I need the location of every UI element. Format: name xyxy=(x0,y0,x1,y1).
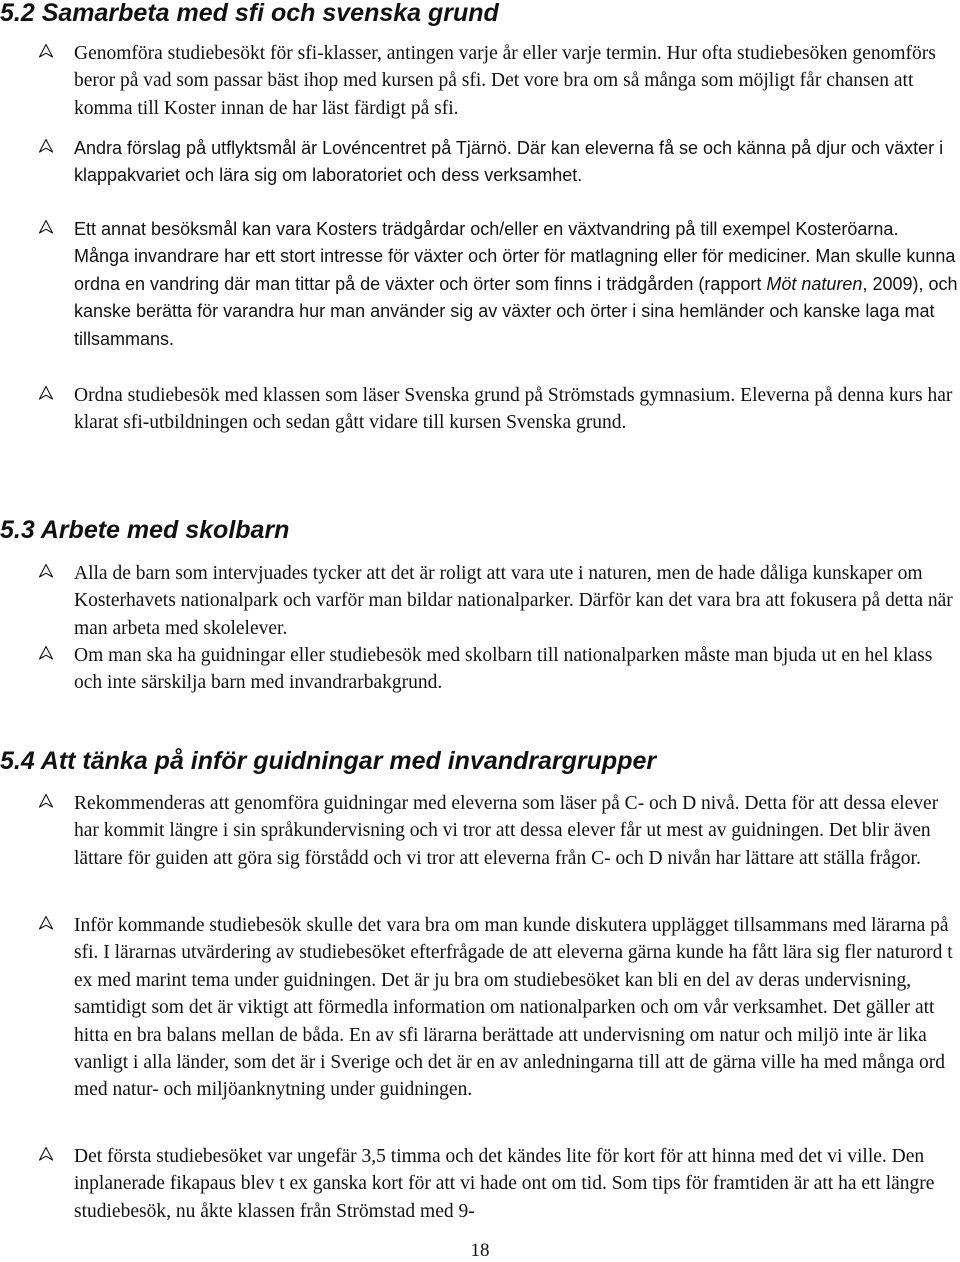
list-item-text: Det första studiebesöket var ungefär 3,5 timma och det kändes lite för kort för att hinna med det vi ville. Den inplanerade fikapaus blev t ex ganska kort för att vi hade ont om tid. Som tips för framtiden är att ha ett längre studiebesök, nu åkte klassen från Strömstad med 9- xyxy=(74,1146,935,1222)
list-item xyxy=(38,790,958,872)
list-item xyxy=(38,560,958,642)
list-item-text: Rekommenderas att genomföra guidningar med eleverna som läser på C- och D nivå. Detta för att dessa elever har kommit längre i sin språkundervisning och vi tror att dessa elever får ut mest av guidningen. Det blir även lättare för guiden att göra sig förstådd och vi tror att eleverna från C- och D nivån har lättare att ställa frågor. xyxy=(74,793,939,869)
list-item-text: Ett annat besöksmål kan vara Kosters trädgårdar och/eller en växtvandring på till exempel Kosteröarna. Många invandrare har ett stort intresse för växter och örter för matlagning eller för mediciner. Man skulle kunna ordna en vandring där man tittar på de växter och örter som finns i trädgården (rapport Möt naturen, 2009), och kanske berätta för varandra hur man använder sig av växter och örter i sina hemländer och kanske laga mat tillsammans. xyxy=(74,219,958,349)
list-item-text: Andra förslag på utflyktsmål är Lovéncentret på Tjärnö. Där kan eleverna få se och känna på djur och växter i klappakvariet och lära sig om laboratoriet och dess verksamhet. xyxy=(74,138,944,186)
list-item xyxy=(38,1143,958,1225)
page-number: 18 xyxy=(470,1240,490,1261)
list-item xyxy=(38,642,958,697)
hollow-arrowhead-icon xyxy=(38,793,54,809)
hollow-arrowhead-icon xyxy=(38,1146,54,1162)
list-item xyxy=(38,40,958,122)
section-title-5-3: 5.3 Arbete med skolbarn xyxy=(0,516,290,544)
section-title-5-2: 5.2 Samarbeta med sfi och svenska grund xyxy=(0,0,499,27)
list-item xyxy=(38,912,958,1104)
section-title-5-4: 5.4 Att tänka på inför guidningar med invandrargrupper xyxy=(0,747,657,775)
hollow-arrowhead-icon xyxy=(38,219,54,235)
list-item-text: Inför kommande studiebesök skulle det vara bra om man kunde diskutera upplägget tillsammans med lärarna på sfi. I lärarnas utvärdering av studiebesöket efterfrågade de att eleverna gärna kunde ha fått lära sig fler naturord t ex med marint tema under guidningen. Det är ju bra om studiebesöket kan bli en del av deras undervisning, samtidigt som det är viktigt att förmedla information om nationalparken och om vår verksamhet. Det gäller att hitta en bra balans mellan de båda. En av sfi lärarna berättade att undervisning om natur och miljö inte är lika vanligt i alla länder, som det är i Sverige och det är en av anledningarna till att de gärna ville ha med många ord med natur- och miljöanknytning under guidningen. xyxy=(74,915,953,1101)
hollow-arrowhead-icon xyxy=(38,915,54,931)
hollow-arrowhead-icon xyxy=(38,138,54,154)
hollow-arrowhead-icon xyxy=(38,385,54,401)
list-item xyxy=(38,135,958,190)
hollow-arrowhead-icon xyxy=(38,43,54,59)
hollow-arrowhead-icon xyxy=(38,645,54,661)
list-item xyxy=(38,216,958,353)
hollow-arrowhead-icon xyxy=(38,563,54,579)
list-item-text: Ordna studiebesök med klassen som läser Svenska grund på Strömstads gymnasium. Eleverna på denna kurs har klarat sfi-utbildningen och sedan gått vidare till kursen Svenska grund. xyxy=(74,385,953,434)
list-item-text: Om man ska ha guidningar eller studiebesök med skolbarn till nationalparken måste man bjuda ut en hel klass och inte särskilja barn med invandrarbakgrund. xyxy=(74,645,933,694)
list-item-text: Alla de barn som intervjuades tycker att det är roligt att vara ute i naturen, men de hade dåliga kunskaper om Kosterhavets nationalpark och varför man bildar nationalparker. Därför kan det vara bra att fokusera på detta när man arbeta med skolelever. xyxy=(74,563,953,639)
list-item-text: Genomföra studiebesökt för sfi-klasser, antingen varje år eller varje termin. Hur ofta studiebesöken genomförs beror på vad som passar bäst ihop med kursen på sfi. Det vore bra om så många som möjligt får chansen att komma till Koster innan de har läst färdigt på sfi. xyxy=(74,43,936,119)
list-item xyxy=(38,382,958,437)
